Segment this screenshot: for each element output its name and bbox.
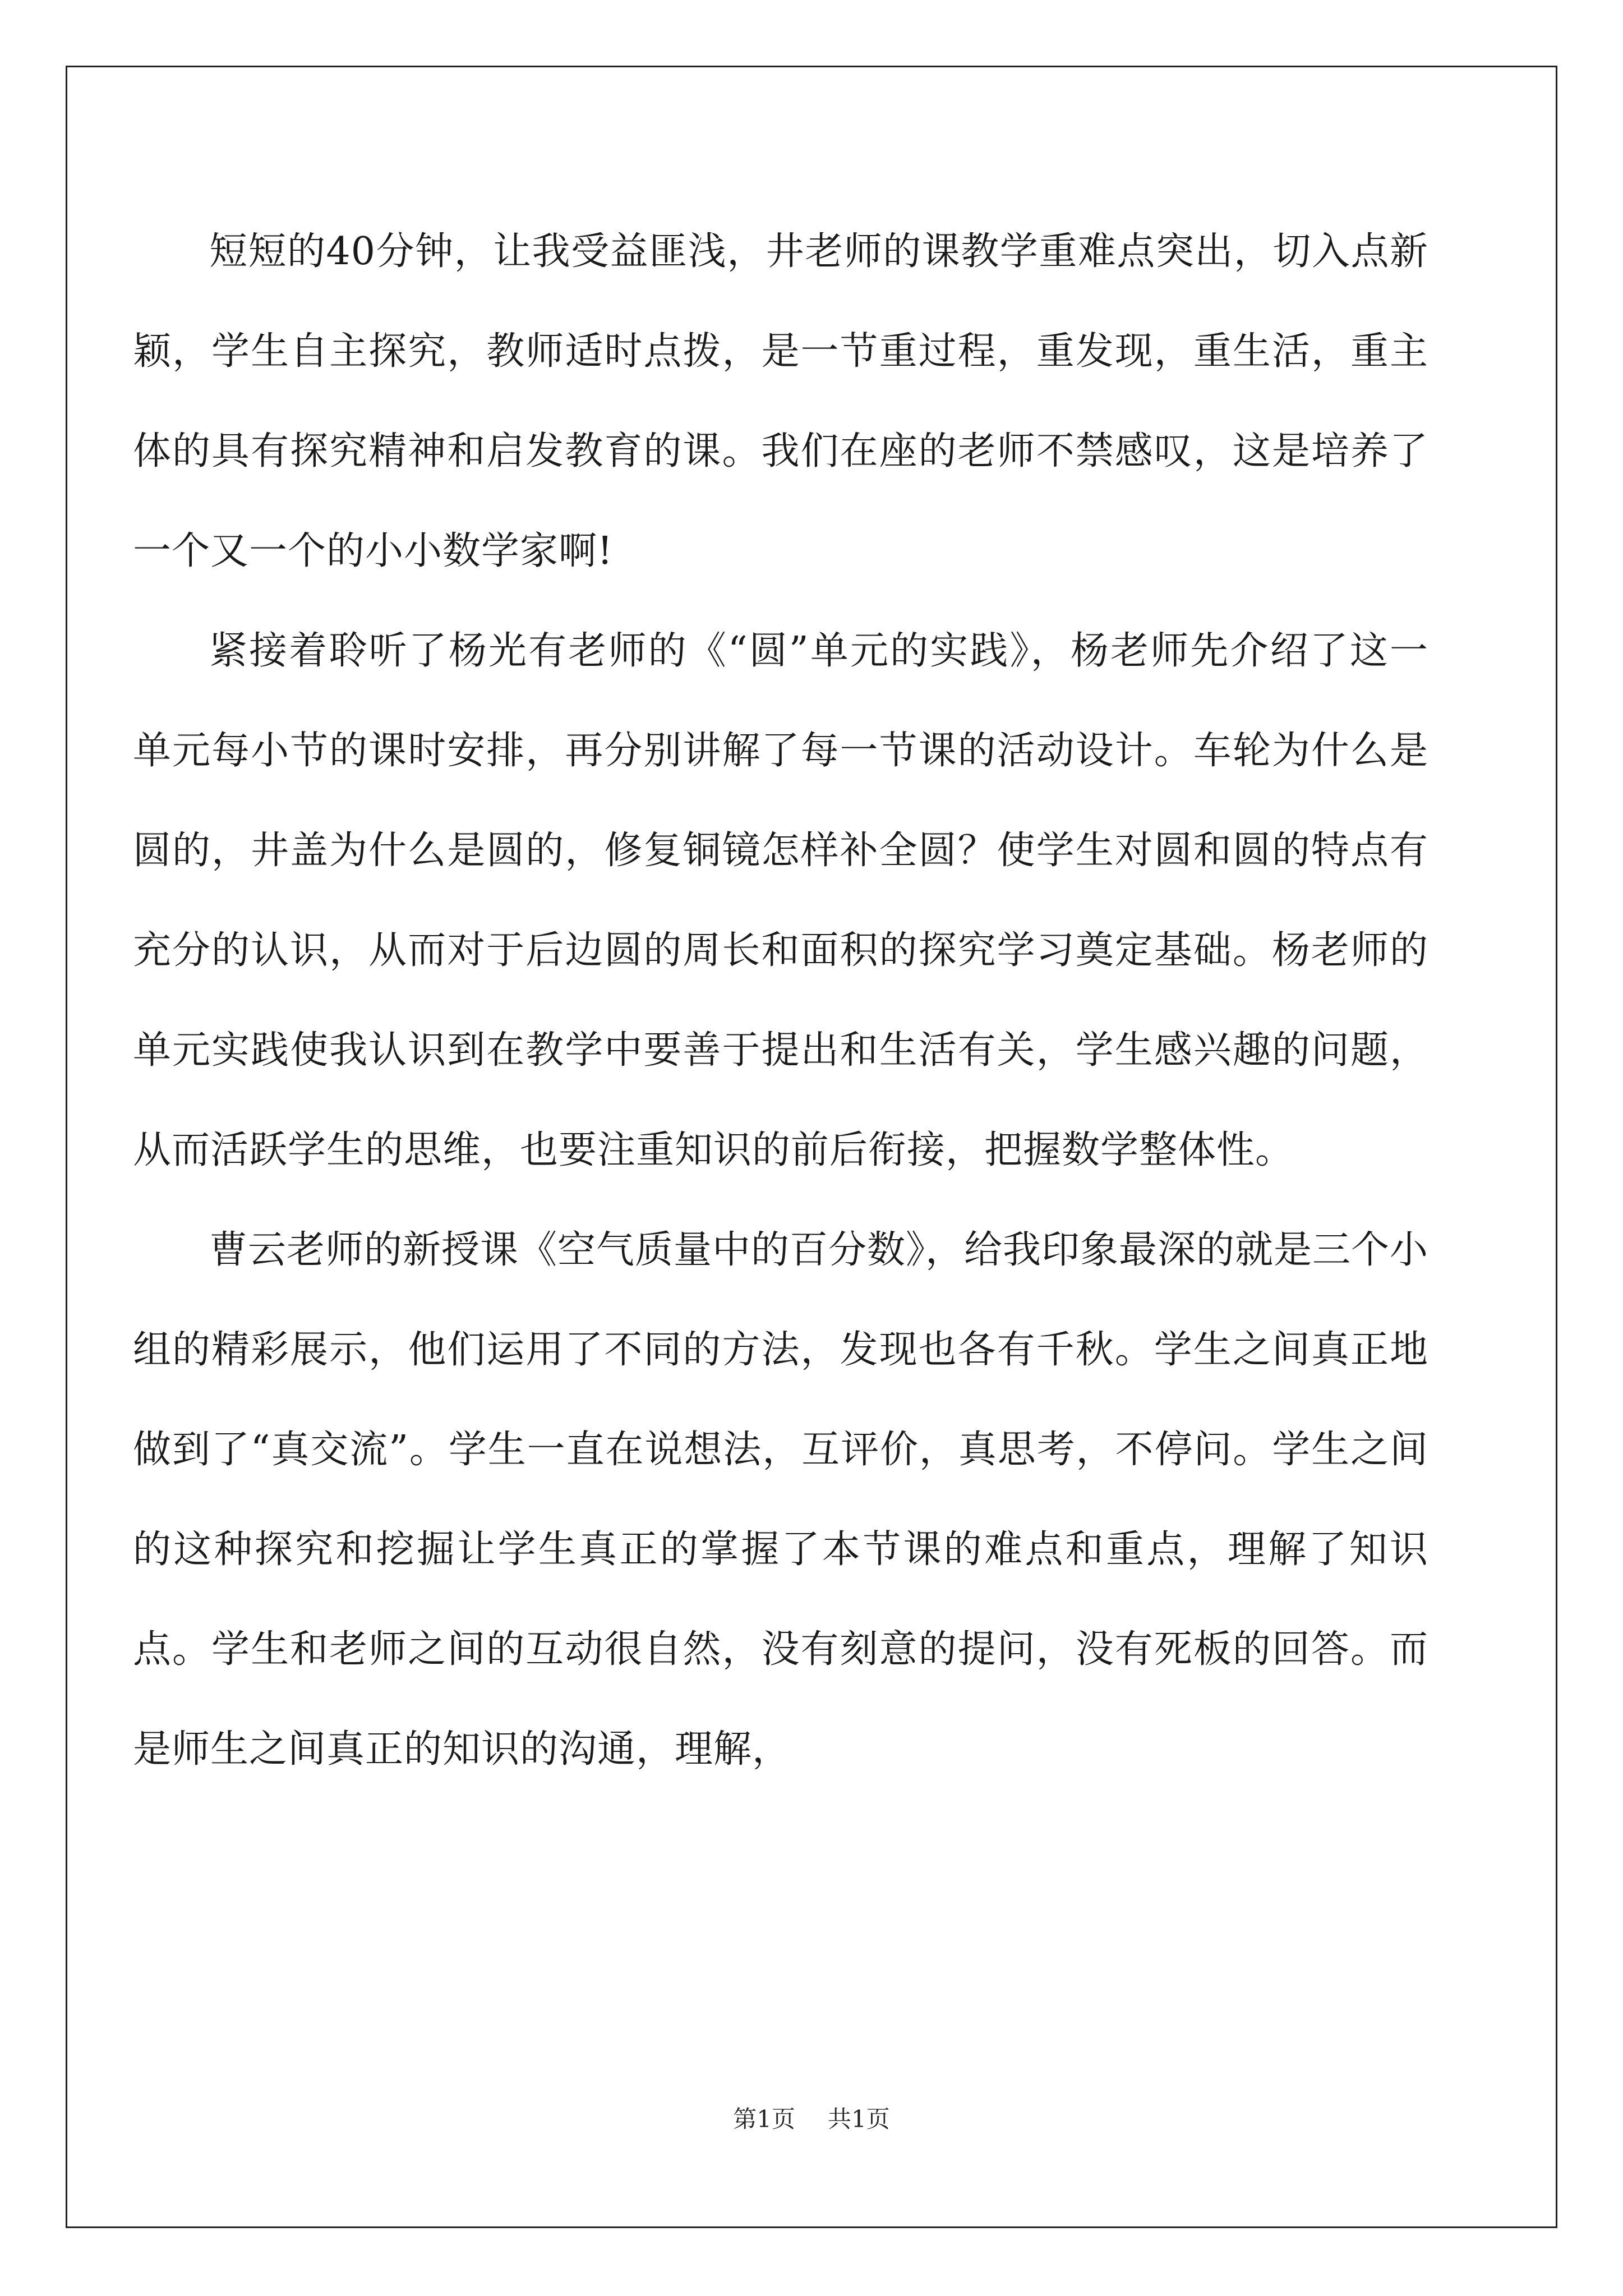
page-footer [0, 2101, 1623, 2134]
page-number: 第1页 [733, 2105, 795, 2133]
paragraph-2: 紧接着聆听了杨光有老师的《“圆”单元的实践》，杨老师先介绍了这一单元每小节的课时安排，再分别讲解了每一节课的活动设计。车轮为什么是圆的，井盖为什么是圆的，修复铜镜怎样补全圆？使学生对圆和圆的特点有充分的认识，从而对于后边圆的周长和面积的探究学习奠定基础。杨老师的单元实践使我认识到在教学中要善于提出和生活有关，学生感兴趣的问题，从而活跃学生的思维，也要注重知识的前后衔接，把握数学整体性。 [133, 629, 1428, 1172]
document-body [133, 202, 1428, 1800]
page-total: 共1页 [828, 2105, 890, 2133]
paragraph-3: 曹云老师的新授课《空气质量中的百分数》，给我印象最深的就是三个小组的精彩展示，他们运用了不同的方法，发现也各有千秋。学生之间真正地做到了“真交流”。学生一直在说想法，互评价，真思考，不停问。学生之间的这种探究和挖掘让学生真正的掌握了本节课的难点和重点，理解了知识点。学生和老师之间的互动很自然，没有刻意的提问，没有死板的回答。而是师生之间真正的知识的沟通，理解， [133, 1228, 1429, 1772]
paragraph-1: 短短的40分钟，让我受益匪浅，井老师的课教学重难点突出，切入点新颖，学生自主探究，教师适时点拨，是一节重过程，重发现，重生活，重主体的具有探究精神和启发教育的课。我们在座的老师不禁感叹，这是培养了一个又一个的小小数学家啊! [133, 229, 1428, 573]
